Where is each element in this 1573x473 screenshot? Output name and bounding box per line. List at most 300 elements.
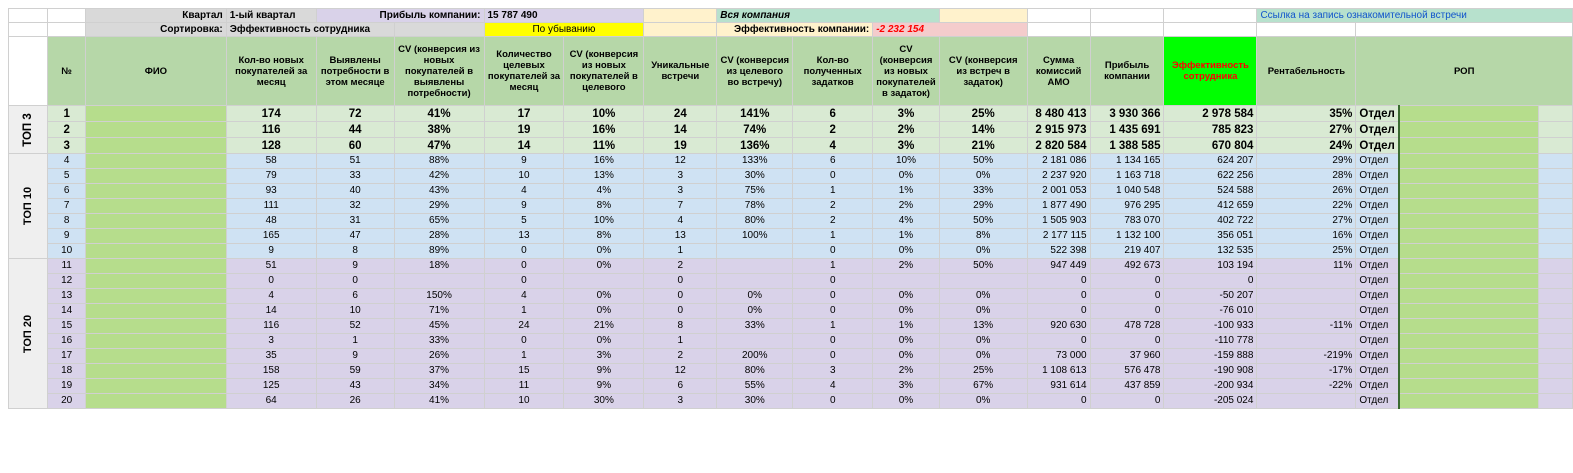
metric-cell[interactable]: 0	[1164, 274, 1257, 289]
metric-cell[interactable]: 437 859	[1090, 379, 1164, 394]
metric-cell[interactable]: 0%	[873, 304, 940, 319]
metric-cell[interactable]: 4%	[564, 184, 644, 199]
profitability-cell[interactable]	[1257, 334, 1356, 349]
metric-cell[interactable]	[717, 244, 793, 259]
metric-cell[interactable]: 0%	[564, 289, 644, 304]
metric-cell[interactable]: 10%	[564, 106, 644, 122]
department-cell[interactable]: Отдел	[1356, 229, 1399, 244]
department-cell[interactable]: Отдел	[1356, 138, 1399, 154]
metric-cell[interactable]: -76 010	[1164, 304, 1257, 319]
cell[interactable]	[1538, 319, 1572, 334]
profitability-cell[interactable]	[1257, 274, 1356, 289]
metric-cell[interactable]: 19	[644, 138, 717, 154]
metric-cell[interactable]: 12	[644, 154, 717, 169]
metric-cell[interactable]: 75%	[717, 184, 793, 199]
metric-cell[interactable]: 33%	[939, 184, 1027, 199]
rop-name[interactable]	[1399, 122, 1539, 138]
cell[interactable]	[1538, 184, 1572, 199]
metric-cell[interactable]: 103 194	[1164, 259, 1257, 274]
metric-cell[interactable]: 6	[316, 289, 394, 304]
metric-cell[interactable]: 125	[226, 379, 316, 394]
cell[interactable]	[1027, 9, 1090, 23]
metric-cell[interactable]: 26%	[394, 349, 484, 364]
metric-cell[interactable]: 18%	[394, 259, 484, 274]
metric-cell[interactable]	[717, 259, 793, 274]
metric-cell[interactable]: 4	[793, 379, 873, 394]
cell[interactable]	[1538, 244, 1572, 259]
profitability-cell[interactable]	[1257, 394, 1356, 409]
metric-cell[interactable]: 100%	[717, 229, 793, 244]
rop-name[interactable]	[1399, 214, 1539, 229]
metric-cell[interactable]: 0	[1090, 289, 1164, 304]
metric-cell[interactable]: 1	[793, 184, 873, 199]
profitability-cell[interactable]: -22%	[1257, 379, 1356, 394]
metric-cell[interactable]: 0%	[939, 244, 1027, 259]
employee-name[interactable]	[86, 289, 227, 304]
cell[interactable]	[1538, 304, 1572, 319]
metric-cell[interactable]: 89%	[394, 244, 484, 259]
profitability-cell[interactable]	[1257, 304, 1356, 319]
cell[interactable]	[1538, 169, 1572, 184]
metric-cell[interactable]: 0%	[564, 304, 644, 319]
cell[interactable]	[1538, 394, 1572, 409]
metric-cell[interactable]: 0	[793, 394, 873, 409]
metric-cell[interactable]: 4	[793, 138, 873, 154]
metric-cell[interactable]: 6	[793, 154, 873, 169]
cell[interactable]	[1538, 138, 1572, 154]
metric-cell[interactable]: 412 659	[1164, 199, 1257, 214]
metric-cell[interactable]: 71%	[394, 304, 484, 319]
metric-cell[interactable]: 33%	[394, 334, 484, 349]
department-cell[interactable]: Отдел	[1356, 199, 1399, 214]
metric-cell[interactable]: 0	[1027, 289, 1090, 304]
department-cell[interactable]: Отдел	[1356, 274, 1399, 289]
metric-cell[interactable]: 0	[1027, 334, 1090, 349]
employee-name[interactable]	[86, 259, 227, 274]
metric-cell[interactable]: 356 051	[1164, 229, 1257, 244]
row-number[interactable]: 15	[48, 319, 86, 334]
metric-cell[interactable]: 8%	[564, 199, 644, 214]
metric-cell[interactable]: 128	[226, 138, 316, 154]
metric-cell[interactable]: 783 070	[1090, 214, 1164, 229]
employee-name[interactable]	[86, 349, 227, 364]
metric-cell[interactable]: 141%	[717, 106, 793, 122]
row-number[interactable]: 8	[48, 214, 86, 229]
scope-select[interactable]: Вся компания	[717, 9, 939, 23]
cell[interactable]	[9, 9, 48, 23]
metric-cell[interactable]: 133%	[717, 154, 793, 169]
cell[interactable]	[1538, 259, 1572, 274]
profitability-cell[interactable]: 11%	[1257, 259, 1356, 274]
metric-cell[interactable]: 0	[1027, 394, 1090, 409]
cell[interactable]	[1356, 23, 1573, 37]
metric-cell[interactable]: 3 930 366	[1090, 106, 1164, 122]
metric-cell[interactable]: 2	[644, 259, 717, 274]
department-cell[interactable]: Отдел	[1356, 106, 1399, 122]
metric-cell[interactable]: 10	[484, 169, 564, 184]
metric-cell[interactable]: 33%	[717, 319, 793, 334]
metric-cell[interactable]: 14	[226, 304, 316, 319]
metric-cell[interactable]: 42%	[394, 169, 484, 184]
metric-cell[interactable]: 8%	[564, 229, 644, 244]
metric-cell[interactable]: 26	[316, 394, 394, 409]
metric-cell[interactable]: 1	[793, 259, 873, 274]
metric-cell[interactable]: 947 449	[1027, 259, 1090, 274]
metric-cell[interactable]: 116	[226, 122, 316, 138]
department-cell[interactable]: Отдел	[1356, 169, 1399, 184]
metric-cell[interactable]: 3	[793, 364, 873, 379]
metric-cell[interactable]: 0	[484, 274, 564, 289]
employee-name[interactable]	[86, 334, 227, 349]
metric-cell[interactable]: 2 181 086	[1027, 154, 1090, 169]
metric-cell[interactable]: 2	[793, 122, 873, 138]
metric-cell[interactable]: 0	[226, 274, 316, 289]
department-cell[interactable]: Отдел	[1356, 304, 1399, 319]
employee-name[interactable]	[86, 379, 227, 394]
metric-cell[interactable]: 8 480 413	[1027, 106, 1090, 122]
metric-cell[interactable]: 4	[484, 184, 564, 199]
metric-cell[interactable]: 116	[226, 319, 316, 334]
employee-name[interactable]	[86, 304, 227, 319]
cell[interactable]	[1538, 334, 1572, 349]
metric-cell[interactable]: 624 207	[1164, 154, 1257, 169]
cell[interactable]	[1538, 229, 1572, 244]
row-number[interactable]: 11	[48, 259, 86, 274]
metric-cell[interactable]: 132 535	[1164, 244, 1257, 259]
metric-cell[interactable]: 0	[1027, 274, 1090, 289]
metric-cell[interactable]: 29%	[939, 199, 1027, 214]
metric-cell[interactable]: -50 207	[1164, 289, 1257, 304]
metric-cell[interactable]: 1	[793, 229, 873, 244]
metric-cell[interactable]: 0	[644, 274, 717, 289]
rop-name[interactable]	[1399, 169, 1539, 184]
cell[interactable]	[1027, 23, 1090, 37]
metric-cell[interactable]: 79	[226, 169, 316, 184]
metric-cell[interactable]: 16%	[564, 154, 644, 169]
employee-name[interactable]	[86, 138, 227, 154]
cell[interactable]	[1538, 214, 1572, 229]
metric-cell[interactable]: -200 934	[1164, 379, 1257, 394]
profitability-cell[interactable]: 16%	[1257, 229, 1356, 244]
profitability-cell[interactable]	[1257, 289, 1356, 304]
cell[interactable]	[644, 23, 717, 37]
cell[interactable]	[9, 23, 48, 37]
metric-cell[interactable]: 931 614	[1027, 379, 1090, 394]
metric-cell[interactable]: 29%	[394, 199, 484, 214]
metric-cell[interactable]: 3	[644, 394, 717, 409]
metric-cell[interactable]: 976 295	[1090, 199, 1164, 214]
metric-cell[interactable]: 670 804	[1164, 138, 1257, 154]
metric-cell[interactable]: 0%	[939, 349, 1027, 364]
metric-cell[interactable]: 1 435 691	[1090, 122, 1164, 138]
metric-cell[interactable]: 0%	[873, 169, 940, 184]
rop-name[interactable]	[1399, 349, 1539, 364]
cell[interactable]	[1090, 9, 1164, 23]
metric-cell[interactable]: 47%	[394, 138, 484, 154]
metric-cell[interactable]: 0%	[564, 259, 644, 274]
metric-cell[interactable]: 3	[226, 334, 316, 349]
metric-cell[interactable]: 2 915 973	[1027, 122, 1090, 138]
metric-cell[interactable]: 32	[316, 199, 394, 214]
metric-cell[interactable]: 73 000	[1027, 349, 1090, 364]
metric-cell[interactable]: 2 001 053	[1027, 184, 1090, 199]
metric-cell[interactable]: 136%	[717, 138, 793, 154]
metric-cell[interactable]: 0	[484, 334, 564, 349]
metric-cell[interactable]: 45%	[394, 319, 484, 334]
cell[interactable]	[48, 9, 86, 23]
metric-cell[interactable]: 30%	[717, 394, 793, 409]
metric-cell[interactable]: 3%	[564, 349, 644, 364]
rop-name[interactable]	[1399, 304, 1539, 319]
department-cell[interactable]: Отдел	[1356, 154, 1399, 169]
metric-cell[interactable]: 3%	[873, 138, 940, 154]
metric-cell[interactable]: 13%	[939, 319, 1027, 334]
metric-cell[interactable]: 13	[484, 229, 564, 244]
metric-cell[interactable]: 3%	[873, 106, 940, 122]
metric-cell[interactable]: 59	[316, 364, 394, 379]
metric-cell[interactable]: 1 108 613	[1027, 364, 1090, 379]
rop-name[interactable]	[1399, 154, 1539, 169]
metric-cell[interactable]: 0	[793, 169, 873, 184]
metric-cell[interactable]: 4	[644, 214, 717, 229]
metric-cell[interactable]: 2 820 584	[1027, 138, 1090, 154]
metric-cell[interactable]	[717, 274, 793, 289]
rop-name[interactable]	[1399, 379, 1539, 394]
metric-cell[interactable]: 0%	[939, 169, 1027, 184]
metric-cell[interactable]: 25%	[939, 106, 1027, 122]
row-number[interactable]: 6	[48, 184, 86, 199]
rop-name[interactable]	[1399, 199, 1539, 214]
metric-cell[interactable]: 10%	[564, 214, 644, 229]
metric-cell[interactable]	[717, 334, 793, 349]
cell[interactable]	[394, 23, 484, 37]
metric-cell[interactable]: 24	[644, 106, 717, 122]
metric-cell[interactable]: 1 132 100	[1090, 229, 1164, 244]
metric-cell[interactable]: 50%	[939, 154, 1027, 169]
employee-name[interactable]	[86, 214, 227, 229]
metric-cell[interactable]: 58	[226, 154, 316, 169]
metric-cell[interactable]: 3	[644, 184, 717, 199]
metric-cell[interactable]: 0%	[873, 244, 940, 259]
metric-cell[interactable]: 43%	[394, 184, 484, 199]
row-number[interactable]: 16	[48, 334, 86, 349]
metric-cell[interactable]: 7	[644, 199, 717, 214]
rop-name[interactable]	[1399, 244, 1539, 259]
metric-cell[interactable]: 14	[484, 138, 564, 154]
metric-cell[interactable]: 6	[793, 106, 873, 122]
row-number[interactable]: 13	[48, 289, 86, 304]
metric-cell[interactable]: 64	[226, 394, 316, 409]
metric-cell[interactable]: 14	[644, 122, 717, 138]
metric-cell[interactable]: 11%	[564, 138, 644, 154]
metric-cell[interactable]: 0%	[717, 289, 793, 304]
metric-cell[interactable]: 50%	[939, 259, 1027, 274]
profitability-cell[interactable]: 25%	[1257, 244, 1356, 259]
metric-cell[interactable]: 21%	[564, 319, 644, 334]
metric-cell[interactable]: 522 398	[1027, 244, 1090, 259]
rop-name[interactable]	[1399, 274, 1539, 289]
metric-cell[interactable]: 0	[644, 304, 717, 319]
row-number[interactable]: 19	[48, 379, 86, 394]
metric-cell[interactable]: 74%	[717, 122, 793, 138]
metric-cell[interactable]: 3	[644, 169, 717, 184]
metric-cell[interactable]: 524 588	[1164, 184, 1257, 199]
metric-cell[interactable]: 0	[1090, 334, 1164, 349]
cell[interactable]	[1538, 364, 1572, 379]
metric-cell[interactable]: 10	[484, 394, 564, 409]
metric-cell[interactable]: 2%	[873, 364, 940, 379]
metric-cell[interactable]: 1	[644, 334, 717, 349]
metric-cell[interactable]: 0	[484, 244, 564, 259]
metric-cell[interactable]: 1 505 903	[1027, 214, 1090, 229]
rop-name[interactable]	[1399, 229, 1539, 244]
metric-cell[interactable]: 72	[316, 106, 394, 122]
metric-cell[interactable]: 0	[1090, 394, 1164, 409]
metric-cell[interactable]: 0	[793, 349, 873, 364]
row-number[interactable]: 20	[48, 394, 86, 409]
metric-cell[interactable]: 1	[644, 244, 717, 259]
cell[interactable]	[1164, 23, 1257, 37]
metric-cell[interactable]: 0%	[873, 349, 940, 364]
metric-cell[interactable]: 10%	[873, 154, 940, 169]
metric-cell[interactable]: 200%	[717, 349, 793, 364]
metric-cell[interactable]: 2 237 920	[1027, 169, 1090, 184]
profitability-cell[interactable]: 35%	[1257, 106, 1356, 122]
metric-cell[interactable]: 12	[644, 364, 717, 379]
metric-cell[interactable]: 33	[316, 169, 394, 184]
sort-field-select[interactable]: Эффективность сотрудника	[226, 23, 394, 37]
metric-cell[interactable]: 1	[316, 334, 394, 349]
metric-cell[interactable]: 65%	[394, 214, 484, 229]
metric-cell[interactable]: 0%	[564, 244, 644, 259]
metric-cell[interactable]: 0	[793, 304, 873, 319]
metric-cell[interactable]: 1	[484, 304, 564, 319]
rop-name[interactable]	[1399, 106, 1539, 122]
rop-name[interactable]	[1399, 394, 1539, 409]
metric-cell[interactable]: 622 256	[1164, 169, 1257, 184]
department-cell[interactable]: Отдел	[1356, 379, 1399, 394]
metric-cell[interactable]: 920 630	[1027, 319, 1090, 334]
cell[interactable]	[1538, 122, 1572, 138]
metric-cell[interactable]	[939, 274, 1027, 289]
employee-name[interactable]	[86, 106, 227, 122]
metric-cell[interactable]: 2%	[873, 122, 940, 138]
employee-name[interactable]	[86, 394, 227, 409]
cell[interactable]	[1538, 274, 1572, 289]
metric-cell[interactable]: 34%	[394, 379, 484, 394]
metric-cell[interactable]: 51	[316, 154, 394, 169]
rop-name[interactable]	[1399, 184, 1539, 199]
metric-cell[interactable]: 44	[316, 122, 394, 138]
metric-cell[interactable]: 78%	[717, 199, 793, 214]
metric-cell[interactable]: 2 978 584	[1164, 106, 1257, 122]
department-cell[interactable]: Отдел	[1356, 289, 1399, 304]
employee-name[interactable]	[86, 364, 227, 379]
metric-cell[interactable]: 150%	[394, 289, 484, 304]
row-number[interactable]: 14	[48, 304, 86, 319]
metric-cell[interactable]: 4	[484, 289, 564, 304]
metric-cell[interactable]: 0%	[939, 394, 1027, 409]
metric-cell[interactable]: 51	[226, 259, 316, 274]
profitability-cell[interactable]: 29%	[1257, 154, 1356, 169]
metric-cell[interactable]: 0	[1090, 304, 1164, 319]
metric-cell[interactable]: 0%	[873, 334, 940, 349]
row-number[interactable]: 12	[48, 274, 86, 289]
employee-name[interactable]	[86, 169, 227, 184]
metric-cell[interactable]: 1 877 490	[1027, 199, 1090, 214]
metric-cell[interactable]: 0	[793, 244, 873, 259]
metric-cell[interactable]: 2%	[873, 199, 940, 214]
department-cell[interactable]: Отдел	[1356, 214, 1399, 229]
employee-name[interactable]	[86, 229, 227, 244]
metric-cell[interactable]: 6	[644, 379, 717, 394]
metric-cell[interactable]: 174	[226, 106, 316, 122]
cell[interactable]	[1538, 349, 1572, 364]
metric-cell[interactable]: 13%	[564, 169, 644, 184]
metric-cell[interactable]: 19	[484, 122, 564, 138]
cell[interactable]	[1538, 154, 1572, 169]
cell[interactable]	[1164, 9, 1257, 23]
metric-cell[interactable]: 88%	[394, 154, 484, 169]
metric-cell[interactable]: 1	[484, 349, 564, 364]
row-number[interactable]: 2	[48, 122, 86, 138]
row-number[interactable]: 18	[48, 364, 86, 379]
metric-cell[interactable]: 41%	[394, 106, 484, 122]
metric-cell[interactable]: 1%	[873, 229, 940, 244]
metric-cell[interactable]: 219 407	[1090, 244, 1164, 259]
metric-cell[interactable]: -110 778	[1164, 334, 1257, 349]
metric-cell[interactable]: 0%	[939, 304, 1027, 319]
employee-name[interactable]	[86, 122, 227, 138]
metric-cell[interactable]: 0%	[564, 334, 644, 349]
profitability-cell[interactable]: -11%	[1257, 319, 1356, 334]
metric-cell[interactable]: 9	[484, 154, 564, 169]
metric-cell[interactable]: 9%	[564, 364, 644, 379]
row-number[interactable]: 9	[48, 229, 86, 244]
metric-cell[interactable]: 9	[484, 199, 564, 214]
metric-cell[interactable]: 111	[226, 199, 316, 214]
department-cell[interactable]: Отдел	[1356, 184, 1399, 199]
metric-cell[interactable]: -159 888	[1164, 349, 1257, 364]
quarter-select[interactable]: 1-ый квартал	[226, 9, 316, 23]
metric-cell[interactable]: 1%	[873, 184, 940, 199]
metric-cell[interactable]: 576 478	[1090, 364, 1164, 379]
metric-cell[interactable]: 0%	[873, 394, 940, 409]
metric-cell[interactable]: 1 388 585	[1090, 138, 1164, 154]
metric-cell[interactable]: 9	[316, 259, 394, 274]
profitability-cell[interactable]: -17%	[1257, 364, 1356, 379]
metric-cell[interactable]: 28%	[394, 229, 484, 244]
metric-cell[interactable]	[394, 274, 484, 289]
metric-cell[interactable]: 0	[793, 289, 873, 304]
rop-name[interactable]	[1399, 319, 1539, 334]
metric-cell[interactable]: 0	[316, 274, 394, 289]
employee-name[interactable]	[86, 274, 227, 289]
cell[interactable]	[1538, 379, 1572, 394]
sort-order-select[interactable]: По убыванию	[484, 23, 644, 37]
metric-cell[interactable]: 2 177 115	[1027, 229, 1090, 244]
cell[interactable]	[48, 23, 86, 37]
metric-cell[interactable]: 30%	[717, 169, 793, 184]
profitability-cell[interactable]: 27%	[1257, 214, 1356, 229]
metric-cell[interactable]: 9%	[564, 379, 644, 394]
metric-cell[interactable]: -205 024	[1164, 394, 1257, 409]
employee-name[interactable]	[86, 319, 227, 334]
metric-cell[interactable]: 21%	[939, 138, 1027, 154]
metric-cell[interactable]: 492 673	[1090, 259, 1164, 274]
employee-name[interactable]	[86, 184, 227, 199]
metric-cell[interactable]: 8	[316, 244, 394, 259]
